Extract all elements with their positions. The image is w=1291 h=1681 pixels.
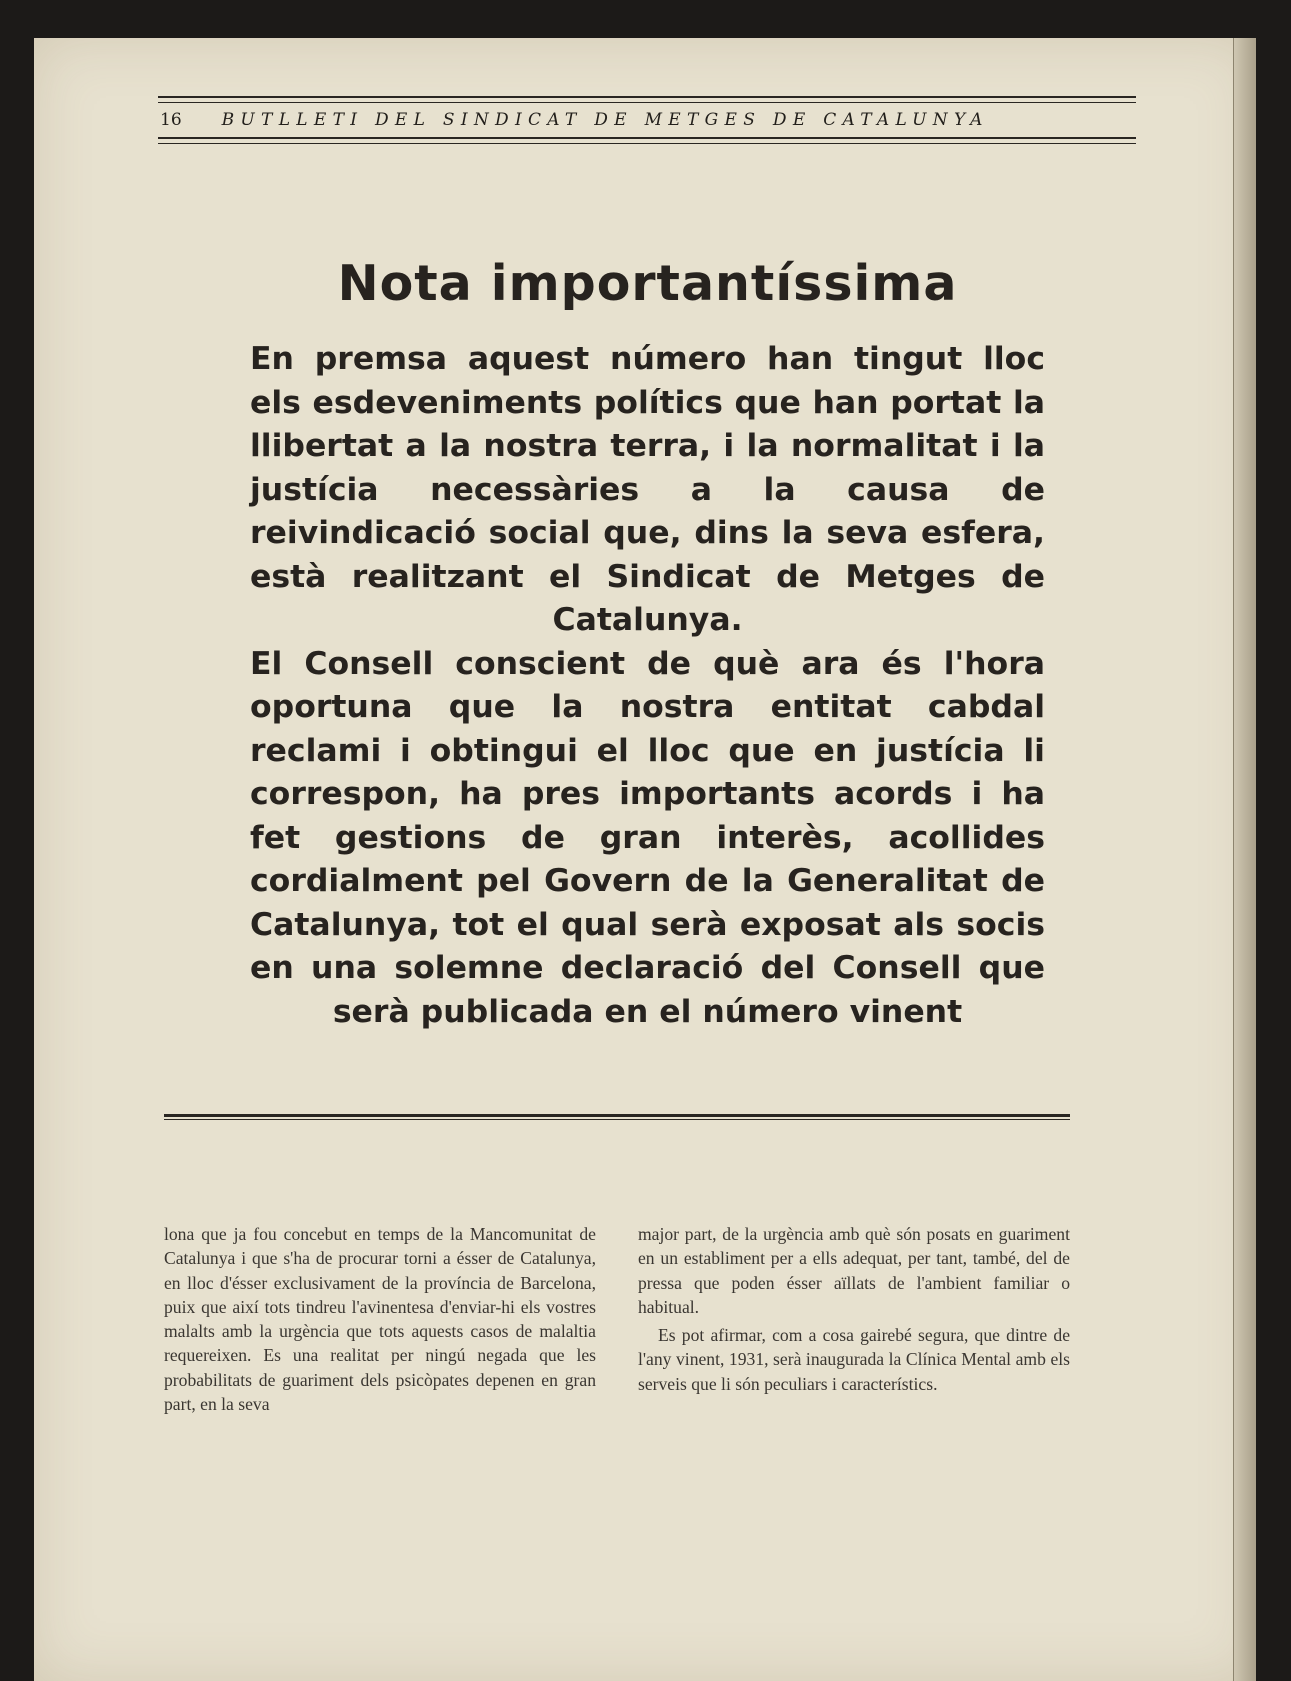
header-row [158,103,1136,137]
running-title: BUTLLETI DEL SINDICAT DE METGES DE CATALUNYA [221,110,989,130]
right-column-paragraph-1: major part, de la urgència amb què són posats en guariment en un establiment per a ells adequat, per tant, també, del de pressa que poden ésser aïllats de l'ambient familiar o habitual. [638,1224,1070,1317]
important-notice [250,255,1045,1034]
notice-paragraph-1: En premsa aquest número han tingut lloc els esdeveniments polítics que han portat la llibertat a la nostra terra, i la normalitat i la justícia necessàries a la causa de reivindicació social que, dins la seva esfera, està realitzant el Sindicat de Metges de Catalunya. [250,341,1045,638]
notice-body [250,338,1045,1034]
article-columns [164,1222,1070,1416]
section-separator [164,1114,1070,1120]
right-column [638,1222,1070,1416]
header-bottom-rule [158,137,1136,144]
right-column-paragraph-2: Es pot afirmar, com a cosa gairebé segura, que dintre de l'any vinent, 1931, serà inaugurada la Clínica Mental amb els serveis que li són peculiars i característics. [638,1325,1070,1394]
page-number: 16 [160,110,182,130]
notice-paragraph-2: El Consell conscient de què ara és l'hora oportuna que la nostra entitat cabdal reclami i obtingui el lloc que en justícia li correspon, ha pres importants acords i ha fet gestions de gran interès, acollides cordialment pel Govern de la Generalitat de Catalunya, tot el qual serà exposat als socis en una solemne declaració del Consell que serà publicada en el número vinent [250,645,1045,1030]
notice-title: Nota importantíssima [337,255,958,312]
left-column [164,1222,596,1416]
page-edge [1233,38,1256,1681]
header-top-rule [158,96,1136,103]
left-column-text: lona que ja fou concebut en temps de la Mancomunitat de Catalunya i que s'ha de procurar torni a ésser de Catalunya, en lloc d'ésser exclusivament de la província de Barcelona, puix que així tots tindreu l'avinentesa d'enviar-hi els vostres malalts amb la urgència que tots aquests casos de malaltia requereixen. Es una realitat per ningú negada que les probabilitats de guariment dels psicòpates depenen en gran part, en la seva [164,1224,596,1415]
page-header [158,96,1136,144]
